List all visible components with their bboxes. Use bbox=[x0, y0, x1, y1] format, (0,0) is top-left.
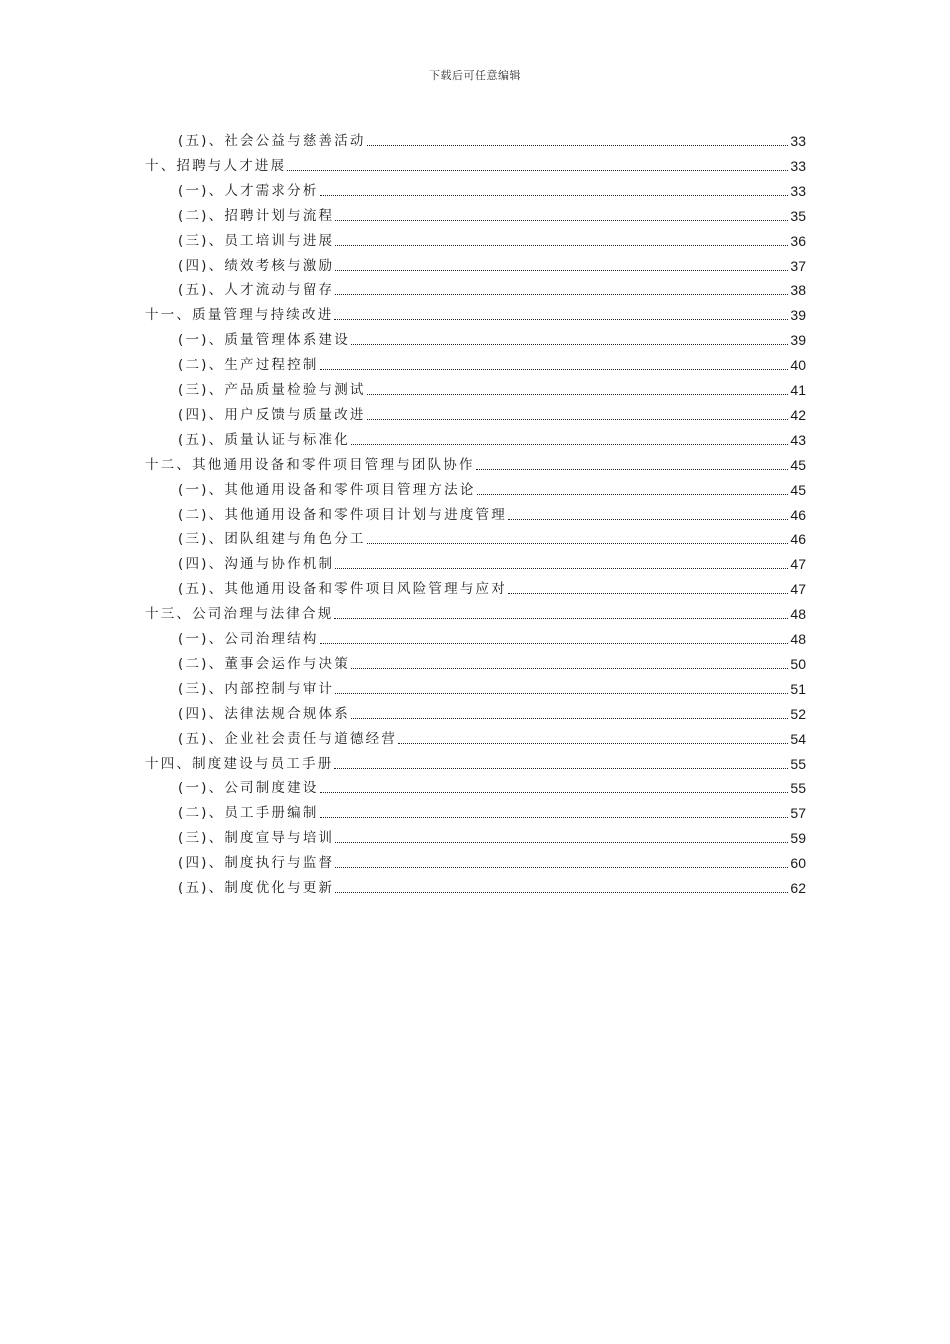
toc-dot-leader bbox=[508, 592, 788, 594]
toc-entry-title: (三)、团队组建与角色分工 bbox=[178, 531, 366, 548]
toc-section-entry[interactable] bbox=[178, 274, 806, 299]
toc-section-entry[interactable] bbox=[178, 499, 806, 524]
toc-section-entry[interactable] bbox=[178, 548, 806, 573]
toc-entry-title: (一)、公司治理结构 bbox=[178, 631, 319, 647]
toc-section-entry[interactable] bbox=[178, 723, 806, 748]
toc-section-entry[interactable] bbox=[178, 523, 806, 548]
toc-dot-leader bbox=[334, 318, 788, 320]
toc-page-number: 43 bbox=[790, 431, 806, 448]
toc-dot-leader bbox=[334, 617, 788, 619]
toc-page-number: 47 bbox=[790, 581, 806, 598]
toc-page-number: 40 bbox=[790, 357, 806, 374]
toc-section-entry[interactable] bbox=[178, 424, 806, 449]
toc-section-entry[interactable] bbox=[178, 648, 806, 673]
toc-page-number: 42 bbox=[790, 406, 806, 423]
toc-dot-leader bbox=[367, 144, 789, 146]
toc-page-number: 59 bbox=[790, 830, 806, 847]
toc-section-entry[interactable] bbox=[178, 250, 806, 275]
toc-page-number: 52 bbox=[790, 705, 806, 722]
toc-entry-title: 十、招聘与人才进展 bbox=[145, 157, 287, 174]
toc-page-number: 39 bbox=[790, 332, 806, 349]
toc-dot-leader bbox=[335, 692, 788, 694]
toc-entry-title: 十三、公司治理与法律合规 bbox=[145, 606, 334, 623]
toc-section-entry[interactable] bbox=[178, 698, 806, 723]
toc-entry-title: 十四、制度建设与员工手册 bbox=[145, 755, 334, 772]
toc-section-entry[interactable] bbox=[178, 200, 806, 225]
toc-section-entry[interactable] bbox=[178, 573, 806, 598]
toc-page-number: 41 bbox=[790, 382, 806, 398]
toc-entry-title: (五)、人才流动与留存 bbox=[178, 282, 335, 299]
toc-dot-leader bbox=[351, 717, 788, 719]
toc-dot-leader bbox=[320, 194, 789, 196]
toc-dot-leader bbox=[335, 269, 788, 271]
toc-dot-leader bbox=[320, 368, 789, 370]
toc-section-entry[interactable] bbox=[178, 175, 806, 200]
toc-entry-title: (五)、社会公益与慈善活动 bbox=[178, 133, 366, 149]
toc-chapter-entry[interactable] bbox=[145, 748, 806, 773]
toc-dot-leader bbox=[320, 791, 789, 793]
toc-section-entry[interactable] bbox=[178, 474, 806, 499]
toc-entry-title: (四)、制度执行与监督 bbox=[178, 855, 335, 872]
toc-dot-leader bbox=[367, 542, 789, 544]
toc-section-entry[interactable] bbox=[178, 623, 806, 648]
toc-dot-leader bbox=[335, 841, 788, 843]
toc-page-number: 48 bbox=[790, 606, 806, 623]
toc-entry-title: (五)、制度优化与更新 bbox=[178, 880, 335, 896]
toc-page-number: 39 bbox=[790, 307, 806, 324]
toc-page-number: 55 bbox=[790, 755, 806, 772]
toc-page-number: 47 bbox=[790, 556, 806, 573]
toc-section-entry[interactable] bbox=[178, 847, 806, 872]
toc-dot-leader bbox=[287, 169, 788, 171]
toc-entry-title: (五)、企业社会责任与道德经营 bbox=[178, 730, 398, 747]
toc-dot-leader bbox=[320, 816, 789, 818]
toc-page-number: 33 bbox=[790, 133, 806, 149]
toc-page-number: 54 bbox=[790, 730, 806, 747]
toc-page-number: 60 bbox=[790, 855, 806, 872]
toc-section-entry[interactable] bbox=[178, 349, 806, 374]
toc-dot-leader bbox=[351, 667, 788, 669]
toc-dot-leader bbox=[334, 767, 788, 769]
toc-dot-leader bbox=[335, 244, 788, 246]
toc-dot-leader bbox=[476, 468, 789, 470]
toc-entry-title: (三)、内部控制与审计 bbox=[178, 680, 335, 697]
toc-chapter-entry[interactable] bbox=[145, 299, 806, 324]
toc-dot-leader bbox=[398, 742, 788, 744]
toc-entry-title: (一)、其他通用设备和零件项目管理方法论 bbox=[178, 481, 476, 498]
toc-page-number: 51 bbox=[790, 680, 806, 697]
toc-entry-title: (三)、产品质量检验与测试 bbox=[178, 382, 366, 398]
toc-dot-leader bbox=[351, 443, 788, 445]
toc-chapter-entry[interactable] bbox=[145, 449, 806, 474]
toc-entry-title: (五)、质量认证与标准化 bbox=[178, 431, 350, 448]
toc-dot-leader bbox=[367, 418, 789, 420]
toc-section-entry[interactable] bbox=[178, 399, 806, 424]
toc-page-number: 33 bbox=[790, 182, 806, 199]
toc-dot-leader bbox=[335, 567, 788, 569]
toc-page-number: 55 bbox=[790, 780, 806, 797]
toc-entry-title: (四)、法律法规合规体系 bbox=[178, 705, 350, 722]
toc-dot-leader bbox=[367, 393, 789, 395]
toc-entry-title: (二)、其他通用设备和零件项目计划与进度管理 bbox=[178, 506, 507, 523]
toc-entry-title: (三)、员工培训与进展 bbox=[178, 232, 335, 249]
toc-entry-title: (一)、公司制度建设 bbox=[178, 780, 319, 797]
toc-dot-leader bbox=[477, 493, 789, 495]
toc-entry-title: (二)、董事会运作与决策 bbox=[178, 655, 350, 672]
toc-dot-leader bbox=[508, 518, 788, 520]
toc-page-number: 38 bbox=[790, 282, 806, 299]
toc-entry-title: (四)、沟通与协作机制 bbox=[178, 556, 335, 573]
toc-section-entry[interactable] bbox=[178, 673, 806, 698]
toc-entry-title: 十一、质量管理与持续改进 bbox=[145, 307, 334, 324]
toc-entry-title: (三)、制度宣导与培训 bbox=[178, 830, 335, 847]
toc-entry-title: 十二、其他通用设备和零件项目管理与团队协作 bbox=[145, 456, 475, 473]
header-note: 下载后可任意编辑 bbox=[429, 69, 521, 82]
toc-page-number: 33 bbox=[790, 157, 806, 174]
toc-page-number: 37 bbox=[790, 257, 806, 274]
toc-dot-leader bbox=[335, 219, 788, 221]
toc-entry-title: (二)、招聘计划与流程 bbox=[178, 207, 335, 224]
toc-dot-leader bbox=[335, 293, 788, 295]
toc-chapter-entry[interactable] bbox=[145, 150, 806, 175]
toc-entry-title: (四)、绩效考核与激励 bbox=[178, 257, 335, 274]
toc-page-number: 46 bbox=[790, 531, 806, 548]
toc-entry-title: (二)、生产过程控制 bbox=[178, 357, 319, 374]
toc-section-entry[interactable] bbox=[178, 797, 806, 822]
toc-page-number: 62 bbox=[790, 880, 806, 896]
toc-page-number: 48 bbox=[790, 631, 806, 647]
toc-entry-title: (四)、用户反馈与质量改进 bbox=[178, 406, 366, 423]
toc-page-number: 57 bbox=[790, 805, 806, 822]
toc-section-entry[interactable] bbox=[178, 125, 806, 150]
toc-section-entry[interactable] bbox=[178, 374, 806, 399]
toc-section-entry[interactable] bbox=[178, 225, 806, 250]
toc-dot-leader bbox=[351, 343, 788, 345]
toc-page-number: 46 bbox=[790, 506, 806, 523]
toc-entry-title: (二)、员工手册编制 bbox=[178, 805, 319, 822]
toc-section-entry[interactable] bbox=[178, 324, 806, 349]
toc-page-number: 35 bbox=[790, 207, 806, 224]
toc-page-number: 45 bbox=[790, 456, 806, 473]
toc-section-entry[interactable] bbox=[178, 822, 806, 847]
toc-entry-title: (一)、质量管理体系建设 bbox=[178, 332, 350, 349]
toc-entry-title: (一)、人才需求分析 bbox=[178, 182, 319, 199]
toc-dot-leader bbox=[335, 891, 788, 893]
toc-page-number: 36 bbox=[790, 232, 806, 249]
toc-dot-leader bbox=[320, 642, 789, 644]
toc-dot-leader bbox=[335, 866, 788, 868]
toc-page-number: 50 bbox=[790, 655, 806, 672]
toc-section-entry[interactable] bbox=[178, 772, 806, 797]
toc-chapter-entry[interactable] bbox=[145, 598, 806, 623]
toc-entry-title: (五)、其他通用设备和零件项目风险管理与应对 bbox=[178, 581, 507, 598]
toc-section-entry[interactable] bbox=[178, 872, 806, 897]
toc-page-number: 45 bbox=[790, 481, 806, 498]
